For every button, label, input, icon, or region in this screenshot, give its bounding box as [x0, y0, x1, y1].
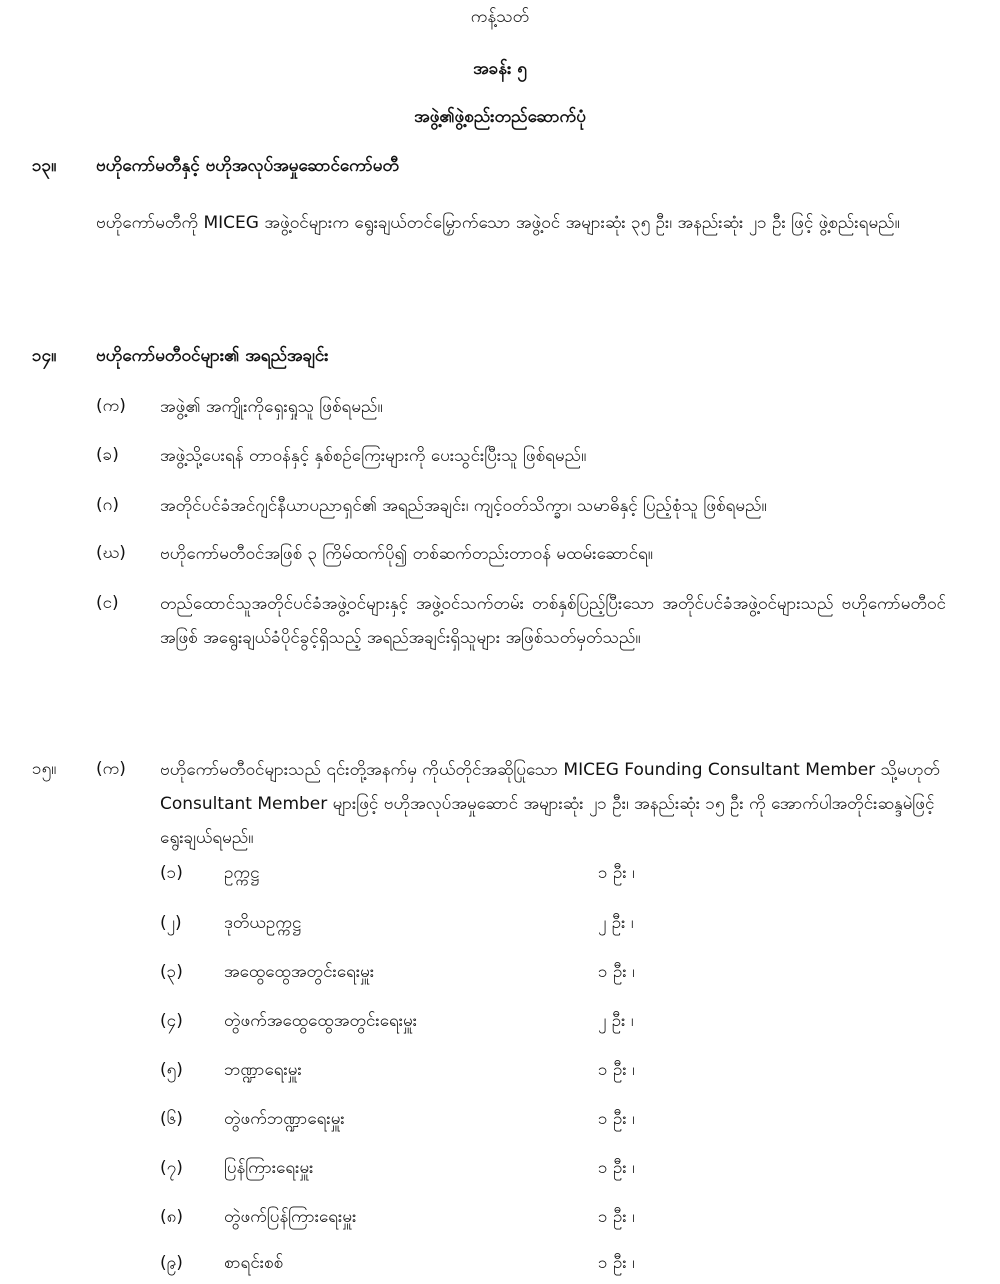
section-14-heading: ဗဟိုကော်မတီဝင်များ၏ အရည်အချင်း	[96, 346, 329, 366]
section-13-heading: ဗဟိုကော်မတီနှင့် ဗဟိုအလုပ်အမှုဆောင်ကော်မတီ	[96, 156, 400, 176]
chapter-number: အခန်း ၅	[473, 59, 527, 79]
position-number: (၃)	[160, 962, 183, 982]
restricted-label: ကန့်သတ်	[470, 7, 530, 27]
section-14-item-text: အတိုင်ပင်ခံအင်ဂျင်နီယာပညာရှင်၏ အရည်အချင်း၊ ကျင့်ဝတ်သိက္ခာ၊ သမာဓိနှင့် ပြည့်စုံသူ ဖြစ်ရမည်။	[160, 496, 767, 516]
position-number: (၂)	[160, 913, 182, 933]
position-count: ၁ ဦး ၊	[598, 863, 635, 883]
section-15-sub-label: (က)	[96, 759, 126, 779]
section-14-item-text: ဗဟိုကော်မတီဝင်အဖြစ် ၃ ကြိမ်ထက်ပို၍ တစ်ဆက်တည်းတာဝန် မထမ်းဆောင်ရ။	[160, 544, 653, 564]
section-14-item-label: (ဃ)	[96, 543, 126, 563]
position-count: ၂ ဦး ၊	[598, 913, 634, 933]
position-number: (၁)	[160, 863, 183, 883]
position-number: (၄)	[160, 1011, 183, 1031]
position-count: ၁ ဦး ၊	[598, 1060, 635, 1080]
position-title: ဘဏ္ဍာရေးမှူး	[224, 1060, 302, 1080]
section-14-item-label: (က)	[96, 396, 126, 416]
section-13-number: ၁၃။	[32, 156, 57, 176]
position-title: တွဲဖက်ဘဏ္ဍာရေးမှူး	[224, 1109, 345, 1129]
position-number: (၆)	[160, 1109, 183, 1129]
position-count: ၂ ဦး ၊	[598, 1011, 634, 1031]
position-title: တွဲဖက်ပြန်ကြားရေးမှူး	[224, 1207, 357, 1227]
chapter-title: အဖွဲ့၏ဖွဲ့စည်းတည်ဆောက်ပုံ	[414, 107, 586, 127]
position-number: (၇)	[160, 1158, 183, 1178]
position-title: တွဲဖက်အထွေထွေအတွင်းရေးမှူး	[224, 1011, 418, 1031]
position-title: စာရင်းစစ်	[224, 1253, 284, 1273]
position-title: အထွေထွေအတွင်းရေးမှူး	[224, 962, 375, 982]
section-14-item-label: (ဂ)	[96, 495, 119, 515]
position-title: ပြန်ကြားရေးမှူး	[224, 1158, 314, 1178]
section-15-number: ၁၅။	[32, 759, 57, 779]
position-number: (၉)	[160, 1253, 183, 1273]
section-14-item-text: အဖွဲ့သို့ပေးရန် တာဝန်နှင့် နှစ်စဉ်ကြေးများကို ပေးသွင်းပြီးသူ ဖြစ်ရမည်။	[160, 446, 587, 466]
position-title: ဥက္ကဋ္ဌ	[224, 863, 260, 883]
section-13-body: ဗဟိုကော်မတီကို MICEG အဖွဲ့ဝင်များက ရွေးချယ်တင်မြှောက်သော အဖွဲ့ဝင် အများဆုံး ၃၅ ဦး၊ အနည်းဆုံး ၂၁ ဦး ဖြင့် ဖွဲ့စည်းရမည်။	[96, 213, 900, 233]
section-14-item-label: (င)	[96, 593, 119, 613]
section-14-number: ၁၄။	[32, 346, 57, 366]
position-count: ၁ ဦး ၊	[598, 962, 635, 982]
section-15-body: ဗဟိုကော်မတီဝင်များသည် ၎င်းတို့အနက်မှ ကိုယ်တိုင်အဆိုပြုသော MICEG Founding Consultant Member သို့မဟုတ် Consultant Member များဖြင့် ဗဟိုအလုပ်အမှုဆောင် အများဆုံး ၂၁ ဦး၊ အနည်းဆုံး ၁၅ ဦး ကို အောက်ပါအတိုင်းဆန္ဒမဲဖြင့် ရွေးချယ်ရမည်။	[160, 760, 940, 848]
section-14-item-text: တည်ထောင်သူအတိုင်ပင်ခံအဖွဲ့ဝင်များနှင့် အဖွဲ့ဝင်သက်တမ်း တစ်နှစ်ပြည့်ပြီးသော အတိုင်ပင်ခံအဖွဲ့ဝင်များသည် ဗဟိုကော်မတီဝင်အဖြစ် အရွေးချယ်ခံပိုင်ခွင့်ရှိသည့် အရည်အချင်းရှိသူများ အဖြစ်သတ်မှတ်သည်။	[160, 594, 946, 648]
section-14-item-label: (ခ)	[96, 445, 119, 465]
position-title: ဒုတိယဥက္ကဋ္ဌ	[224, 913, 302, 933]
position-count: ၁ ဦး ၊	[598, 1253, 635, 1273]
section-14-item-text: အဖွဲ့၏ အကျိုးကိုရှေးရှုသူ ဖြစ်ရမည်။	[160, 397, 383, 417]
position-count: ၁ ဦး ၊	[598, 1207, 635, 1227]
position-count: ၁ ဦး ၊	[598, 1158, 635, 1178]
position-number: (၈)	[160, 1207, 183, 1227]
position-count: ၁ ဦး ၊	[598, 1109, 635, 1129]
position-number: (၅)	[160, 1060, 183, 1080]
